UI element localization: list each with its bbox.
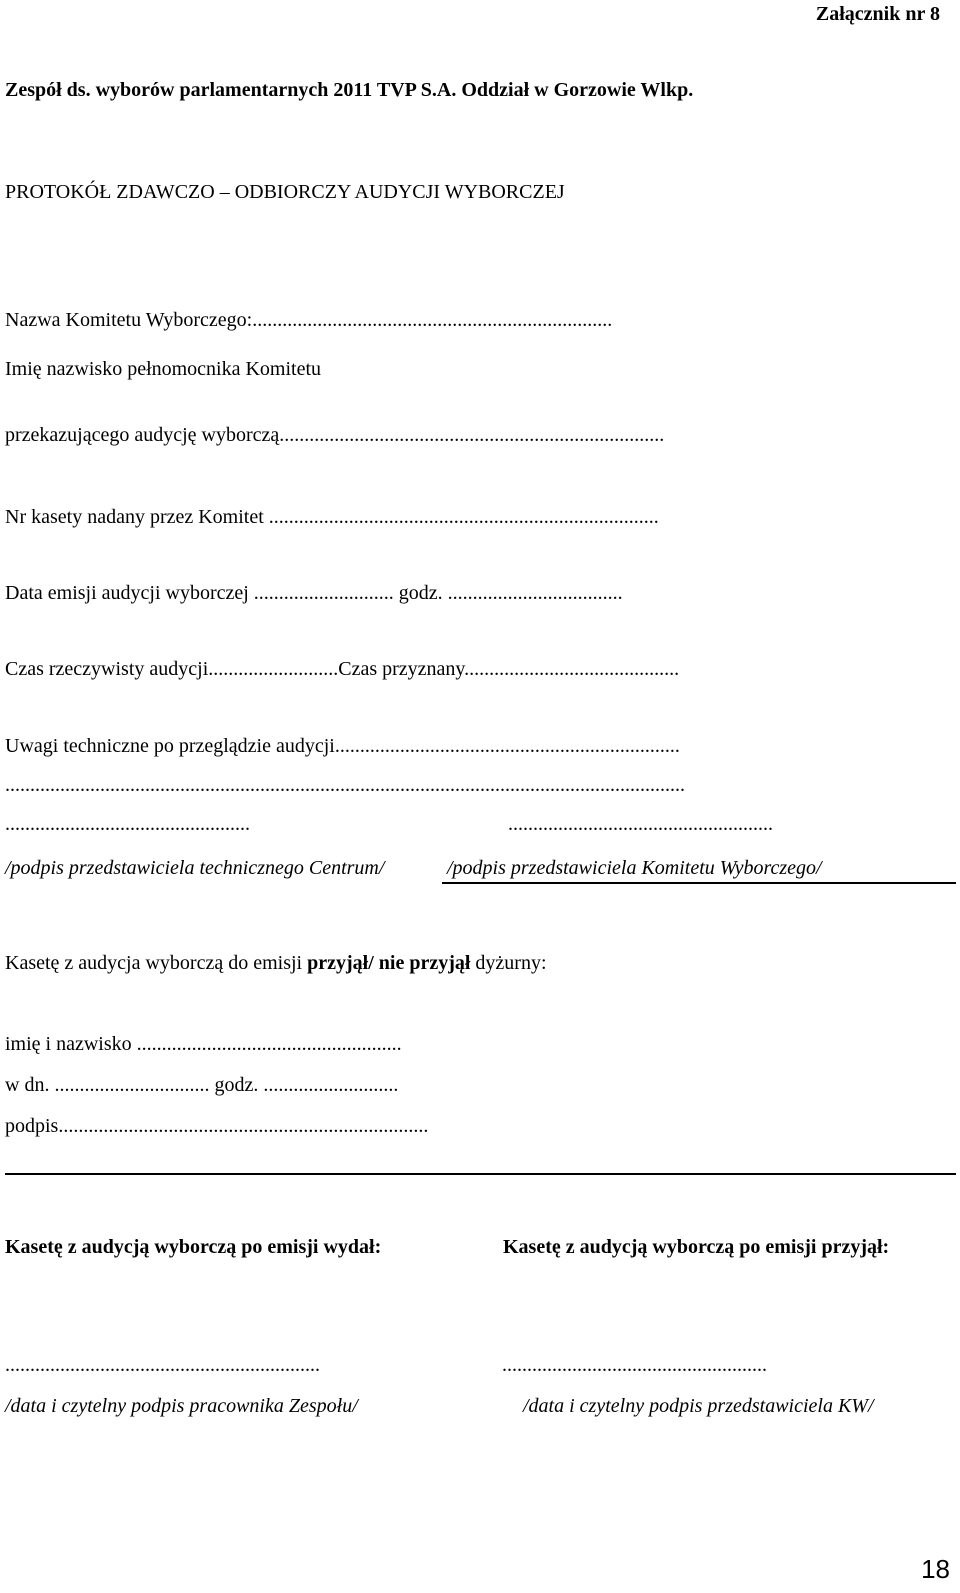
issued-label: Kasetę z audycją wyborczą po emisji wydał:	[5, 1236, 382, 1258]
acceptance-statement	[5, 951, 547, 975]
acceptance-prefix: Kasetę z audycja wyborczą do emisji	[5, 952, 308, 974]
proxy-field: przekazującego audycję wyborczą.............................................................................	[5, 424, 665, 446]
proxy-label-line1: Imię nazwisko pełnomocnika Komitetu	[5, 358, 322, 380]
divider-rule-handover	[5, 1173, 956, 1175]
divider-rule-signatures	[442, 882, 956, 884]
received-label: Kasetę z audycją wyborczą po emisji przyjął:	[503, 1236, 890, 1258]
document-title: PROTOKÓŁ ZDAWCZO – ODBIORCZY AUDYCJI WYBORCZEJ	[5, 181, 565, 203]
acceptance-status: przyjął/ nie przyjął	[307, 952, 471, 974]
page-number: 18	[921, 1554, 950, 1584]
duty-officer-signature-field: podpis..........................................................................	[5, 1115, 429, 1137]
acceptance-suffix: dyżurny:	[470, 952, 547, 974]
signature-dots-committee: .....................................................	[508, 813, 773, 835]
signature-label-technical: /podpis przedstawiciela technicznego Centrum/	[5, 857, 385, 879]
signature-label-committee: /podpis przedstawiciela Komitetu Wyborczego/	[447, 857, 822, 879]
duration-field: Czas rzeczywisty audycji..........................Czas przyznany...........................................	[5, 658, 680, 680]
duty-officer-date-field: w dn. ............................... godz. ...........................	[5, 1074, 399, 1096]
technical-notes-field: Uwagi techniczne po przeglądzie audycji.....................................................................	[5, 735, 680, 757]
handover-dots-employee: ...............................................................	[5, 1354, 320, 1376]
handover-signature-employee: /data i czytelny podpis pracownika Zespołu/	[5, 1395, 358, 1417]
team-heading: Zespół ds. wyborów parlamentarnych 2011 TVP S.A. Oddział w Gorzowie Wlkp.	[5, 79, 694, 101]
cassette-number-field: Nr kasety nadany przez Komitet ..............................................................................	[5, 506, 659, 528]
signature-dots-technical: .................................................	[5, 813, 250, 835]
handover-dots-kw: .....................................................	[502, 1354, 767, 1376]
duty-officer-name-field: imię i nazwisko .....................................................	[5, 1033, 402, 1055]
attachment-label: Załącznik nr 8	[815, 3, 940, 25]
committee-name-field: Nazwa Komitetu Wyborczego:........................................................................	[5, 309, 613, 331]
broadcast-date-field: Data emisji audycji wyborczej ............................ godz. ...................................	[5, 582, 623, 604]
handover-signature-kw: /data i czytelny podpis przedstawiciela KW/	[523, 1395, 874, 1417]
technical-notes-continuation: ........................................................................................................................................	[5, 774, 685, 796]
